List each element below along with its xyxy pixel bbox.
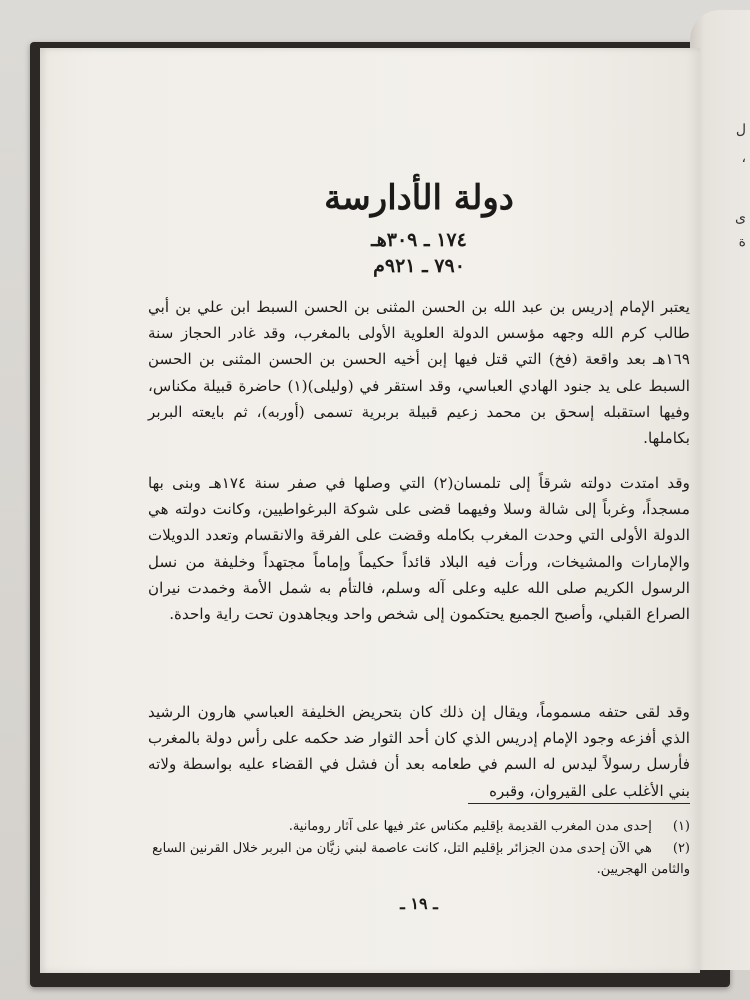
- page-title: دولة الأدارسة: [324, 178, 514, 218]
- footnote-divider: [468, 803, 690, 804]
- paragraph-2: وقد امتدت دولته شرقاً إلى تلمسان(٢) التي وصلها في صفر سنة ١٧٤هـ وبنى بها مسجداً، وغرباً إلى شالة وسلا وفيهما قضى على شوكة البرغواطيين، وكانت دولته هي الدولة الأولى التي وحدت المغرب بكامله وقضت على الفرقة والانقسام وتعدد الدويلات والإمارات والمشيخات، ورأت فيه البلاد قائداً حكيماً وإماماً مجتهداً وخليفة من نسل الرسول الكريم صلى الله عليه وعلى آله وسلم، فالتأم به شمل الأمة وخمدت نيران الصراع القبلي، وأصبح الجميع يحتكمون إلى شخص واحد ويجاهدون تحت راية واحدة.: [148, 474, 690, 624]
- paragraph-1: يعتبر الإمام إدريس بن عبد الله بن الحسن المثنى بن الحسن السبط ابن علي بن أبي طالب كرم الله وجهه مؤسس الدولة العلوية الأولى بالمغرب، وقد غادر الحجاز سنة ١٦٩هـ بعد واقعة (فخ) التي قتل فيها إبن أخيه الحسن بن الحسن المثنى بن الحسن السبط على يد جنود الهادي العباسي، وقد استقر في (وليلى)(١) حاضرة قبيلة مكناس، وفيها استقبله إسحق بن محمد زعيم قبيلة بربرية تسمى (أوربه)، ثم بايعته البربر بكاملها.: [148, 298, 690, 448]
- footnote-1: [148, 816, 690, 837]
- footnote-number: (١): [672, 819, 690, 834]
- page-content: [148, 48, 690, 973]
- edge-char: ل: [735, 122, 746, 138]
- gregorian-dates: ٧٩٠ ـ ٩٢١م: [373, 255, 465, 277]
- footnote-2: [148, 838, 690, 880]
- book-page: [40, 48, 700, 973]
- footnote-number: (٢): [672, 841, 690, 856]
- footnote-text: هي الآن إحدى مدن الجزائر بإقليم التل، كانت عاصمة لبني زيَّان من البربر خلال القرنين السابع والثامن الهجريين.: [152, 841, 690, 877]
- edge-char: ة: [738, 234, 746, 250]
- hijri-dates: ١٧٤ ـ ٣٠٩هـ: [371, 229, 467, 251]
- edge-char: ى: [735, 210, 746, 226]
- page-number: ـ ١٩ ـ: [400, 894, 438, 913]
- edge-char: ،: [741, 150, 746, 166]
- paragraph-3: وقد لقى حتفه مسموماً، ويقال إن ذلك كان بتحريض الخليفة العباسي هارون الرشيد الذي أفزعه وجود الإمام إدريس الذي كان أحد الثوار ضد حكمه على رأس دولة بالمغرب فأرسل رسولاً ليدس له السم في طعامه بعد أن فشل في القضاء عليه بواسطة ولاته بني الأغلب على القيروان، وقبره: [148, 703, 690, 800]
- footnote-text: إحدى مدن المغرب القديمة بإقليم مكناس عثر فيها على آثار رومانية.: [288, 819, 652, 834]
